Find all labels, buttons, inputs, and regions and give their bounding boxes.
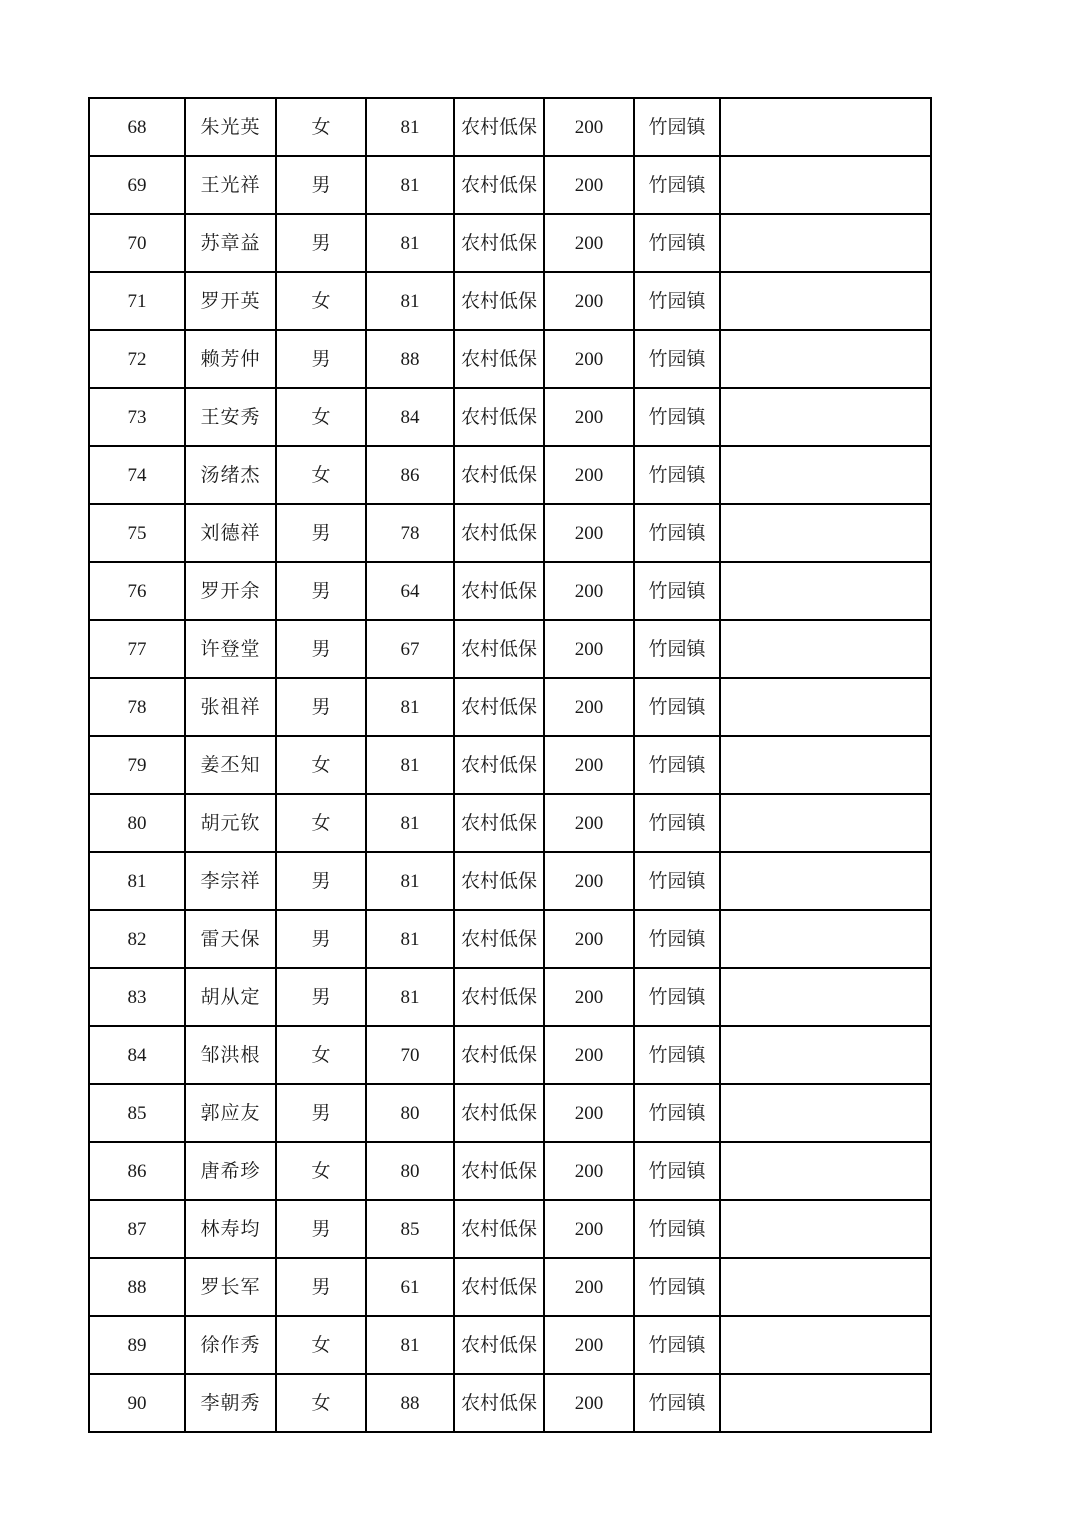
cell-town: 竹园镇 — [634, 736, 720, 794]
cell-town: 竹园镇 — [634, 1200, 720, 1258]
cell-row-number: 86 — [89, 1142, 185, 1200]
cell-note — [720, 910, 931, 968]
cell-note — [720, 968, 931, 1026]
cell-person-name: 姜丕知 — [185, 736, 276, 794]
cell-note — [720, 736, 931, 794]
table-row — [89, 794, 931, 852]
cell-amount: 200 — [544, 1200, 634, 1258]
cell-amount: 200 — [544, 272, 634, 330]
cell-amount: 200 — [544, 214, 634, 272]
cell-age: 81 — [366, 272, 454, 330]
cell-age: 78 — [366, 504, 454, 562]
cell-gender: 女 — [276, 1026, 366, 1084]
table-row — [89, 214, 931, 272]
cell-gender: 女 — [276, 794, 366, 852]
cell-town: 竹园镇 — [634, 620, 720, 678]
cell-benefit-type: 农村低保 — [454, 214, 544, 272]
cell-note — [720, 1026, 931, 1084]
table-row — [89, 156, 931, 214]
table-row — [89, 1142, 931, 1200]
cell-benefit-type: 农村低保 — [454, 1026, 544, 1084]
cell-town: 竹园镇 — [634, 98, 720, 156]
table-row — [89, 504, 931, 562]
cell-note — [720, 1258, 931, 1316]
cell-row-number: 71 — [89, 272, 185, 330]
cell-gender: 女 — [276, 98, 366, 156]
cell-town: 竹园镇 — [634, 968, 720, 1026]
cell-town: 竹园镇 — [634, 446, 720, 504]
cell-age: 81 — [366, 156, 454, 214]
cell-person-name: 徐作秀 — [185, 1316, 276, 1374]
cell-gender: 男 — [276, 330, 366, 388]
cell-town: 竹园镇 — [634, 1026, 720, 1084]
cell-age: 81 — [366, 1316, 454, 1374]
cell-note — [720, 214, 931, 272]
cell-age: 81 — [366, 214, 454, 272]
cell-amount: 200 — [544, 852, 634, 910]
cell-row-number: 74 — [89, 446, 185, 504]
cell-amount: 200 — [544, 968, 634, 1026]
cell-amount: 200 — [544, 330, 634, 388]
table-row — [89, 736, 931, 794]
cell-age: 80 — [366, 1142, 454, 1200]
cell-age: 80 — [366, 1084, 454, 1142]
cell-gender: 男 — [276, 1200, 366, 1258]
cell-town: 竹园镇 — [634, 1258, 720, 1316]
cell-person-name: 雷天保 — [185, 910, 276, 968]
cell-note — [720, 1374, 931, 1432]
cell-age: 85 — [366, 1200, 454, 1258]
cell-age: 81 — [366, 968, 454, 1026]
cell-amount: 200 — [544, 156, 634, 214]
cell-gender: 男 — [276, 678, 366, 736]
cell-benefit-type: 农村低保 — [454, 1316, 544, 1374]
cell-note — [720, 1316, 931, 1374]
welfare-roster-table — [88, 97, 932, 1433]
cell-note — [720, 1142, 931, 1200]
cell-town: 竹园镇 — [634, 272, 720, 330]
cell-town: 竹园镇 — [634, 330, 720, 388]
cell-age: 84 — [366, 388, 454, 446]
cell-benefit-type: 农村低保 — [454, 1258, 544, 1316]
cell-gender: 男 — [276, 1258, 366, 1316]
cell-person-name: 汤绪杰 — [185, 446, 276, 504]
cell-person-name: 朱光英 — [185, 98, 276, 156]
cell-gender: 男 — [276, 620, 366, 678]
table-row — [89, 1084, 931, 1142]
cell-person-name: 李朝秀 — [185, 1374, 276, 1432]
cell-row-number: 81 — [89, 852, 185, 910]
cell-note — [720, 330, 931, 388]
table-row — [89, 1200, 931, 1258]
cell-benefit-type: 农村低保 — [454, 1142, 544, 1200]
cell-row-number: 83 — [89, 968, 185, 1026]
cell-benefit-type: 农村低保 — [454, 620, 544, 678]
table-row — [89, 910, 931, 968]
cell-amount: 200 — [544, 446, 634, 504]
cell-row-number: 80 — [89, 794, 185, 852]
cell-age: 81 — [366, 678, 454, 736]
cell-person-name: 张祖祥 — [185, 678, 276, 736]
table-row — [89, 272, 931, 330]
table-row — [89, 678, 931, 736]
cell-amount: 200 — [544, 1084, 634, 1142]
cell-amount: 200 — [544, 1026, 634, 1084]
cell-town: 竹园镇 — [634, 214, 720, 272]
cell-person-name: 罗长军 — [185, 1258, 276, 1316]
table-row — [89, 388, 931, 446]
cell-note — [720, 156, 931, 214]
cell-age: 81 — [366, 794, 454, 852]
table-row — [89, 330, 931, 388]
cell-age: 61 — [366, 1258, 454, 1316]
cell-amount: 200 — [544, 678, 634, 736]
cell-person-name: 赖芳仲 — [185, 330, 276, 388]
cell-person-name: 胡元钦 — [185, 794, 276, 852]
cell-person-name: 苏章益 — [185, 214, 276, 272]
cell-row-number: 85 — [89, 1084, 185, 1142]
cell-amount: 200 — [544, 910, 634, 968]
cell-town: 竹园镇 — [634, 156, 720, 214]
cell-row-number: 72 — [89, 330, 185, 388]
cell-gender: 男 — [276, 852, 366, 910]
cell-benefit-type: 农村低保 — [454, 504, 544, 562]
cell-gender: 女 — [276, 1142, 366, 1200]
cell-gender: 男 — [276, 562, 366, 620]
table-row — [89, 562, 931, 620]
cell-row-number: 73 — [89, 388, 185, 446]
cell-gender: 女 — [276, 736, 366, 794]
table-body — [89, 98, 931, 1432]
table-row — [89, 1374, 931, 1432]
cell-row-number: 88 — [89, 1258, 185, 1316]
cell-benefit-type: 农村低保 — [454, 1084, 544, 1142]
cell-gender: 女 — [276, 1374, 366, 1432]
cell-person-name: 刘德祥 — [185, 504, 276, 562]
cell-amount: 200 — [544, 794, 634, 852]
cell-age: 88 — [366, 330, 454, 388]
cell-town: 竹园镇 — [634, 562, 720, 620]
cell-note — [720, 562, 931, 620]
table-row — [89, 1258, 931, 1316]
cell-gender: 男 — [276, 504, 366, 562]
cell-row-number: 69 — [89, 156, 185, 214]
cell-row-number: 90 — [89, 1374, 185, 1432]
cell-gender: 男 — [276, 968, 366, 1026]
cell-amount: 200 — [544, 620, 634, 678]
cell-benefit-type: 农村低保 — [454, 736, 544, 794]
cell-amount: 200 — [544, 1374, 634, 1432]
cell-benefit-type: 农村低保 — [454, 852, 544, 910]
cell-age: 81 — [366, 736, 454, 794]
cell-benefit-type: 农村低保 — [454, 794, 544, 852]
cell-person-name: 郭应友 — [185, 1084, 276, 1142]
cell-town: 竹园镇 — [634, 504, 720, 562]
cell-benefit-type: 农村低保 — [454, 388, 544, 446]
table-row — [89, 852, 931, 910]
cell-age: 64 — [366, 562, 454, 620]
cell-gender: 女 — [276, 1316, 366, 1374]
cell-town: 竹园镇 — [634, 1142, 720, 1200]
cell-town: 竹园镇 — [634, 1374, 720, 1432]
cell-note — [720, 1084, 931, 1142]
cell-town: 竹园镇 — [634, 910, 720, 968]
cell-row-number: 84 — [89, 1026, 185, 1084]
cell-row-number: 70 — [89, 214, 185, 272]
cell-person-name: 林寿均 — [185, 1200, 276, 1258]
table-row — [89, 446, 931, 504]
cell-note — [720, 98, 931, 156]
cell-benefit-type: 农村低保 — [454, 678, 544, 736]
cell-benefit-type: 农村低保 — [454, 1374, 544, 1432]
cell-row-number: 76 — [89, 562, 185, 620]
table-row — [89, 968, 931, 1026]
cell-note — [720, 678, 931, 736]
cell-age: 81 — [366, 852, 454, 910]
cell-note — [720, 620, 931, 678]
cell-person-name: 罗开余 — [185, 562, 276, 620]
cell-note — [720, 794, 931, 852]
table-row — [89, 1026, 931, 1084]
cell-amount: 200 — [544, 1316, 634, 1374]
cell-person-name: 许登堂 — [185, 620, 276, 678]
cell-benefit-type: 农村低保 — [454, 156, 544, 214]
cell-person-name: 罗开英 — [185, 272, 276, 330]
cell-person-name: 唐希珍 — [185, 1142, 276, 1200]
cell-benefit-type: 农村低保 — [454, 330, 544, 388]
cell-note — [720, 446, 931, 504]
cell-gender: 男 — [276, 910, 366, 968]
cell-row-number: 87 — [89, 1200, 185, 1258]
cell-benefit-type: 农村低保 — [454, 98, 544, 156]
cell-person-name: 李宗祥 — [185, 852, 276, 910]
cell-note — [720, 1200, 931, 1258]
cell-town: 竹园镇 — [634, 1316, 720, 1374]
cell-age: 86 — [366, 446, 454, 504]
cell-town: 竹园镇 — [634, 388, 720, 446]
cell-amount: 200 — [544, 1258, 634, 1316]
cell-town: 竹园镇 — [634, 794, 720, 852]
cell-age: 81 — [366, 910, 454, 968]
table-row — [89, 1316, 931, 1374]
cell-amount: 200 — [544, 736, 634, 794]
cell-note — [720, 504, 931, 562]
cell-town: 竹园镇 — [634, 1084, 720, 1142]
cell-amount: 200 — [544, 562, 634, 620]
cell-person-name: 王光祥 — [185, 156, 276, 214]
cell-row-number: 77 — [89, 620, 185, 678]
cell-note — [720, 388, 931, 446]
cell-town: 竹园镇 — [634, 852, 720, 910]
cell-gender: 男 — [276, 214, 366, 272]
cell-row-number: 79 — [89, 736, 185, 794]
cell-row-number: 89 — [89, 1316, 185, 1374]
cell-row-number: 82 — [89, 910, 185, 968]
table-row — [89, 620, 931, 678]
cell-gender: 女 — [276, 272, 366, 330]
cell-age: 70 — [366, 1026, 454, 1084]
cell-amount: 200 — [544, 504, 634, 562]
cell-note — [720, 272, 931, 330]
cell-benefit-type: 农村低保 — [454, 272, 544, 330]
cell-amount: 200 — [544, 1142, 634, 1200]
cell-benefit-type: 农村低保 — [454, 968, 544, 1026]
cell-age: 88 — [366, 1374, 454, 1432]
cell-town: 竹园镇 — [634, 678, 720, 736]
cell-row-number: 68 — [89, 98, 185, 156]
cell-gender: 女 — [276, 388, 366, 446]
cell-gender: 女 — [276, 446, 366, 504]
cell-person-name: 邹洪根 — [185, 1026, 276, 1084]
cell-benefit-type: 农村低保 — [454, 562, 544, 620]
cell-person-name: 王安秀 — [185, 388, 276, 446]
cell-benefit-type: 农村低保 — [454, 1200, 544, 1258]
cell-benefit-type: 农村低保 — [454, 910, 544, 968]
cell-age: 81 — [366, 98, 454, 156]
cell-note — [720, 852, 931, 910]
cell-age: 67 — [366, 620, 454, 678]
cell-gender: 男 — [276, 156, 366, 214]
table-row — [89, 98, 931, 156]
cell-row-number: 75 — [89, 504, 185, 562]
cell-benefit-type: 农村低保 — [454, 446, 544, 504]
cell-person-name: 胡从定 — [185, 968, 276, 1026]
cell-gender: 男 — [276, 1084, 366, 1142]
cell-amount: 200 — [544, 98, 634, 156]
cell-row-number: 78 — [89, 678, 185, 736]
cell-amount: 200 — [544, 388, 634, 446]
